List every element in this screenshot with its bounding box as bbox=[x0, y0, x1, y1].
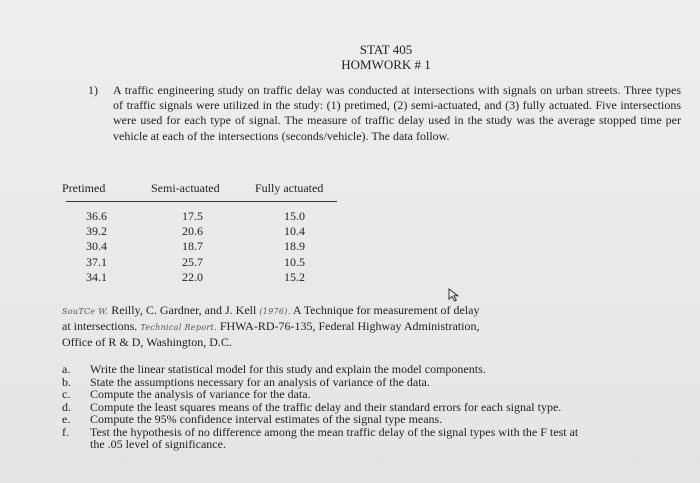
task-text: Compute the 95% confidence interval estimates of the signal type means. bbox=[90, 412, 443, 426]
list-item bbox=[62, 363, 662, 376]
citation-office: Office of R & D, Washington, D.C. bbox=[62, 335, 232, 350]
task-letter: b. bbox=[62, 374, 71, 389]
citation-line2: at intersections. bbox=[62, 319, 138, 334]
table-cell: 10.5 bbox=[284, 254, 305, 269]
task-text: Write the linear statistical model for this study and explain the model components. bbox=[90, 362, 486, 376]
handwritten-report: Technical Report. bbox=[140, 323, 217, 333]
list-item bbox=[62, 388, 662, 401]
task-letter: c. bbox=[62, 387, 71, 401]
handwritten-year: (1976). bbox=[259, 307, 291, 316]
mouse-cursor-icon bbox=[448, 288, 460, 302]
column-pretimed bbox=[86, 209, 107, 285]
table-cell: 22.0 bbox=[182, 269, 203, 284]
question-text: A traffic engineering study on traffic delay was conducted at intersections with signals on urban streets. Three types of traffic signals were utilized in the study: (1) pretimed, (2) semi-actuated, and (3) fully actuated. Five intersections were used for each type of signal. The measure of traffic delay used in the study was the average stopped time per vehicle at each of the intersections (seconds/vehicle). The data follow. bbox=[113, 83, 681, 143]
header-rule bbox=[66, 201, 337, 202]
table-cell: 39.2 bbox=[86, 224, 107, 239]
column-semi-actuated bbox=[182, 209, 203, 285]
citation-authors: Reilly, C. Gardner, and J. Kell bbox=[111, 303, 257, 317]
table-cell: 36.6 bbox=[86, 209, 107, 223]
table-cell: 10.4 bbox=[284, 224, 305, 239]
task-letter: a. bbox=[62, 362, 71, 376]
table-cell: 37.1 bbox=[86, 254, 107, 269]
assignment-title: HOMWORK # 1 bbox=[341, 57, 431, 72]
task-text: the .05 level of significance. bbox=[90, 437, 226, 451]
table-cell: 30.4 bbox=[86, 239, 107, 254]
course-title: STAT 405 bbox=[359, 42, 413, 57]
handwritten-source-label: SouTCe W. bbox=[62, 307, 109, 316]
task-text: Test the hypothesis of no difference among the mean traffic delay of the signal types with the F test at bbox=[90, 424, 579, 439]
question-number: 1) bbox=[88, 83, 98, 97]
task-text: Compute the analysis of variance for the data. bbox=[90, 387, 311, 401]
table-cell: 20.6 bbox=[182, 224, 203, 239]
source-citation bbox=[62, 303, 622, 351]
table-cell: 34.1 bbox=[86, 269, 107, 284]
table-cell: 15.0 bbox=[284, 209, 305, 223]
list-item bbox=[62, 413, 662, 426]
header-semi-actuated: Semi-actuated bbox=[151, 181, 220, 195]
task-list bbox=[62, 363, 662, 451]
task-text: Compute the least squares means of the traffic delay and their standard errors for each signal type. bbox=[90, 399, 562, 414]
header-fully-actuated: Fully actuated bbox=[255, 181, 324, 195]
table-cell: 17.5 bbox=[182, 209, 203, 223]
citation-report-id: FHWA-RD-76-135, Federal Highway Administration, bbox=[219, 319, 480, 334]
task-text: State the assumptions necessary for an analysis of variance of the data. bbox=[90, 374, 430, 389]
task-letter: f. bbox=[62, 424, 69, 439]
task-letter: d. bbox=[62, 399, 71, 414]
header-pretimed: Pretimed bbox=[62, 181, 106, 195]
citation-title: A Technique for measurement of delay bbox=[292, 303, 480, 317]
list-item bbox=[62, 438, 662, 451]
task-letter: e. bbox=[62, 412, 71, 426]
column-fully-actuated bbox=[284, 209, 305, 285]
table-cell: 18.7 bbox=[182, 239, 203, 254]
table-cell: 25.7 bbox=[182, 254, 203, 269]
table-cell: 15.2 bbox=[284, 269, 305, 284]
table-cell: 18.9 bbox=[284, 239, 305, 254]
